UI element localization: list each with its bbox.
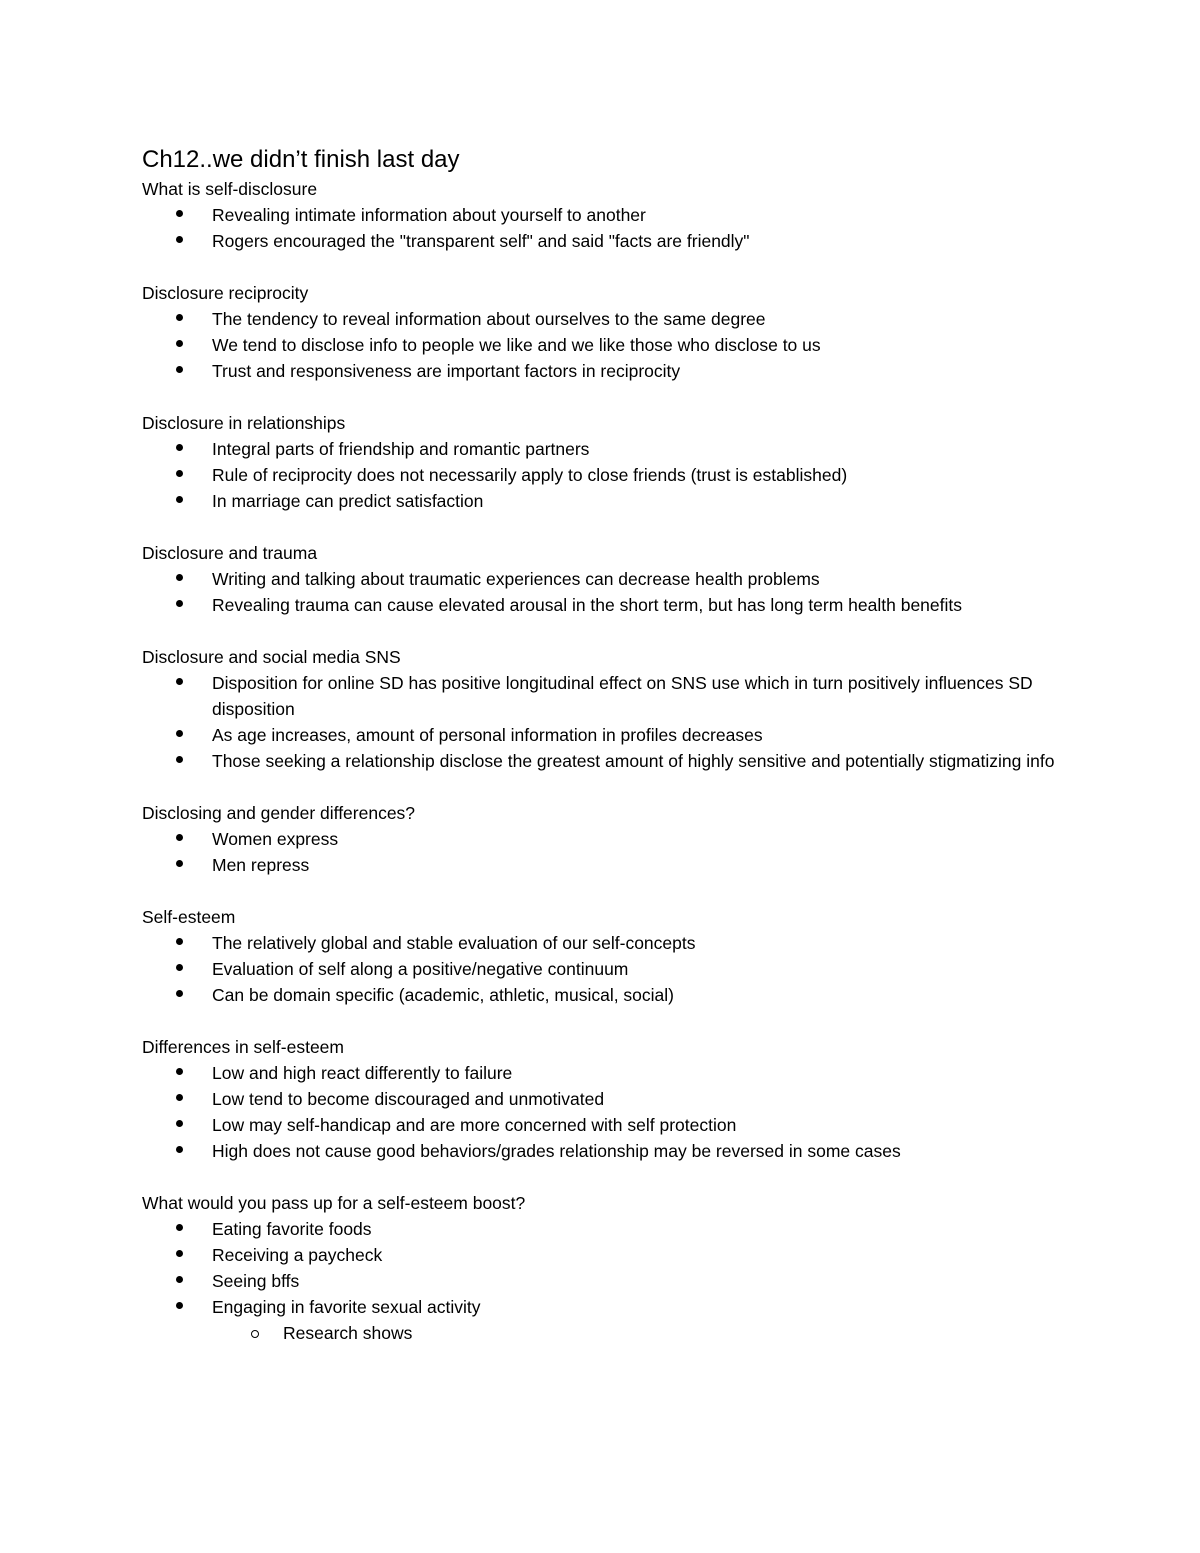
bullet-icon — [176, 1302, 183, 1309]
bullet-icon — [176, 1120, 183, 1127]
list-item — [142, 748, 1102, 774]
list-item — [142, 1138, 1102, 1164]
list-item-text: The tendency to reveal information about ourselves to the same degree — [212, 309, 766, 329]
list-item — [142, 1060, 1102, 1086]
list-item-text: The relatively global and stable evaluation of our self-concepts — [212, 933, 696, 953]
bullet-icon — [176, 678, 183, 685]
list-item — [142, 1242, 1102, 1268]
list-item — [142, 1086, 1102, 1112]
section-heading: Disclosure and social media SNS — [142, 647, 401, 667]
list-item-text: Those seeking a relationship disclose the greatest amount of highly sensitive and potentially stigmatizing info — [212, 751, 1055, 771]
list-item-text: Revealing trauma can cause elevated arousal in the short term, but has long term health benefits — [212, 595, 963, 615]
list-item — [142, 1294, 1102, 1320]
list-item-text: We tend to disclose info to people we like and we like those who disclose to us — [212, 335, 821, 355]
list-item-text: Integral parts of friendship and romantic partners — [212, 439, 590, 459]
document-title: Ch12..we didn’t finish last day — [142, 146, 460, 173]
list-item — [142, 982, 1102, 1008]
bullet-icon — [176, 600, 183, 607]
list-item — [142, 462, 1102, 488]
list-item — [142, 202, 1102, 228]
section — [142, 1034, 1102, 1164]
hollow-bullet-icon — [251, 1330, 259, 1338]
section — [142, 1190, 1102, 1346]
bullet-list — [142, 436, 1102, 514]
list-item-text: Evaluation of self along a positive/negative continuum — [212, 959, 629, 979]
bullet-list — [142, 1060, 1102, 1164]
list-item-text: As age increases, amount of personal information in profiles decreases — [212, 725, 763, 745]
bullet-list — [142, 930, 1102, 1008]
section — [142, 644, 1102, 774]
section-heading: What would you pass up for a self-esteem boost? — [142, 1193, 526, 1213]
list-item — [142, 332, 1102, 358]
bullet-icon — [176, 314, 183, 321]
list-item-text: Seeing bffs — [212, 1271, 300, 1291]
list-item-text: Low may self-handicap and are more concerned with self protection — [212, 1115, 737, 1135]
section-heading: Disclosure reciprocity — [142, 283, 309, 303]
bullet-icon — [176, 860, 183, 867]
list-item-text: Trust and responsiveness are important factors in reciprocity — [212, 361, 681, 381]
list-item-text: Men repress — [212, 855, 310, 875]
list-item — [142, 722, 1102, 748]
bullet-icon — [176, 444, 183, 451]
list-item-text: Eating favorite foods — [212, 1219, 372, 1239]
list-item-text: Women express — [212, 829, 339, 849]
list-item-text: Receiving a paycheck — [212, 1245, 383, 1265]
list-item-text: In marriage can predict satisfaction — [212, 491, 484, 511]
list-item — [142, 1268, 1102, 1294]
list-item — [142, 930, 1102, 956]
sub-list-item — [142, 1320, 1102, 1346]
section-heading: Disclosing and gender differences? — [142, 803, 416, 823]
bullet-list — [142, 670, 1102, 774]
list-item — [142, 852, 1102, 878]
bullet-icon — [176, 366, 183, 373]
bullet-icon — [176, 730, 183, 737]
section — [142, 540, 1102, 618]
list-item — [142, 826, 1102, 852]
list-item — [142, 306, 1102, 332]
bullet-list — [142, 826, 1102, 878]
section — [142, 800, 1102, 878]
list-item — [142, 592, 1102, 618]
list-item-text: Writing and talking about traumatic experiences can decrease health problems — [212, 569, 820, 589]
section — [142, 280, 1102, 384]
bullet-icon — [176, 1094, 183, 1101]
bullet-icon — [176, 470, 183, 477]
list-item — [142, 1216, 1102, 1242]
sections-container — [142, 176, 1102, 1346]
list-item — [142, 228, 1102, 254]
list-item-text: Rogers encouraged the "transparent self" and said "facts are friendly" — [212, 231, 750, 251]
bullet-icon — [176, 210, 183, 217]
section — [142, 176, 1102, 254]
list-item-text: Can be domain specific (academic, athletic, musical, social) — [212, 985, 674, 1005]
bullet-icon — [176, 1068, 183, 1075]
bullet-icon — [176, 1146, 183, 1153]
section-heading: Self-esteem — [142, 907, 236, 927]
bullet-icon — [176, 340, 183, 347]
bullet-list — [142, 306, 1102, 384]
list-item — [142, 488, 1102, 514]
list-item-text: Low and high react differently to failure — [212, 1063, 513, 1083]
list-item — [142, 1112, 1102, 1138]
list-item — [142, 358, 1102, 384]
list-item — [142, 670, 1102, 722]
bullet-icon — [176, 990, 183, 997]
bullet-icon — [176, 938, 183, 945]
list-item — [142, 566, 1102, 592]
list-item-text: Disposition for online SD has positive longitudinal effect on SNS use which in turn positively influences SD disposition — [212, 673, 1033, 719]
bullet-icon — [176, 834, 183, 841]
list-item-text: Low tend to become discouraged and unmotivated — [212, 1089, 605, 1109]
bullet-icon — [176, 1276, 183, 1283]
list-item — [142, 956, 1102, 982]
list-item-text: Revealing intimate information about yourself to another — [212, 205, 646, 225]
list-item-text: Engaging in favorite sexual activity — [212, 1297, 481, 1317]
section — [142, 410, 1102, 514]
bullet-icon — [176, 756, 183, 763]
document-content — [142, 144, 1102, 1372]
list-item-text: High does not cause good behaviors/grades relationship may be reversed in some cases — [212, 1141, 901, 1161]
bullet-icon — [176, 1250, 183, 1257]
bullet-list — [142, 202, 1102, 254]
bullet-icon — [176, 964, 183, 971]
bullet-icon — [176, 574, 183, 581]
bullet-list — [142, 566, 1102, 618]
section-heading: What is self-disclosure — [142, 179, 318, 199]
bullet-icon — [176, 496, 183, 503]
list-item-text: Rule of reciprocity does not necessarily apply to close friends (trust is established) — [212, 465, 848, 485]
section-heading: Disclosure in relationships — [142, 413, 346, 433]
section — [142, 904, 1102, 1008]
bullet-list — [142, 1216, 1102, 1346]
section-heading: Differences in self-esteem — [142, 1037, 344, 1057]
sub-list-item-text: Research shows — [283, 1323, 413, 1343]
bullet-icon — [176, 236, 183, 243]
section-heading: Disclosure and trauma — [142, 543, 318, 563]
bullet-icon — [176, 1224, 183, 1231]
list-item — [142, 436, 1102, 462]
